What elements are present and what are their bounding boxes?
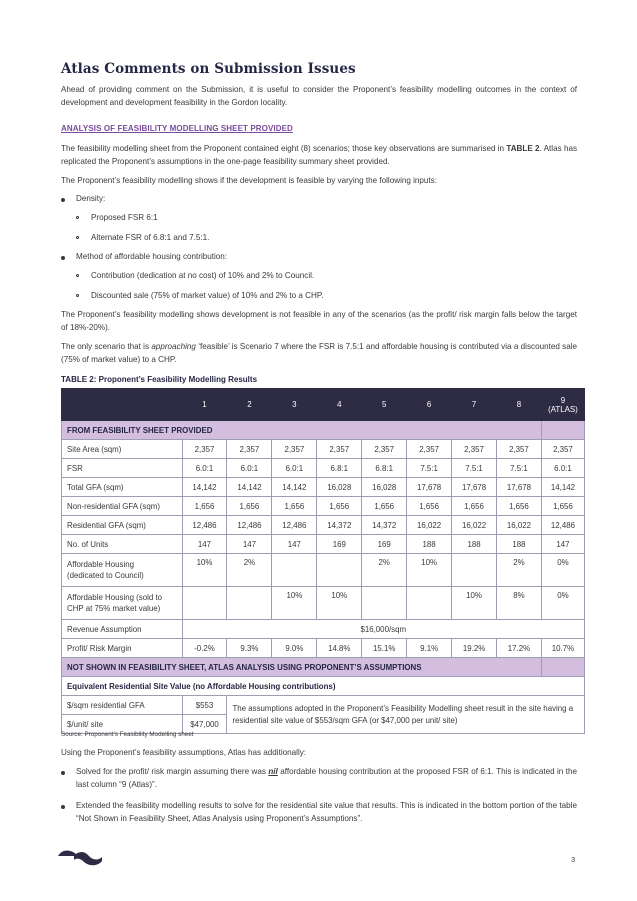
sub-bullet-circle xyxy=(76,236,79,239)
table-cell: 1,656 xyxy=(272,497,317,516)
table-cell: 1,656 xyxy=(227,497,272,516)
row-label: Affordable Housing (sold to CHP at 75% market value) xyxy=(62,587,183,620)
row-label: Non-residential GFA (sqm) xyxy=(62,497,183,516)
table-cell: 2,357 xyxy=(182,440,227,459)
table-cell: 9.3% xyxy=(227,639,272,658)
table-cell xyxy=(407,587,452,620)
table-row-profit xyxy=(62,639,585,658)
table-cell xyxy=(317,554,362,587)
bullet-housing: Method of affordable housing contribution: xyxy=(76,252,228,261)
header-col: 4 xyxy=(317,389,362,421)
table-cell: 1,656 xyxy=(362,497,407,516)
table-cell: 9.0% xyxy=(272,639,317,658)
table-cell: 14,142 xyxy=(182,478,227,497)
table-cell: 7.5:1 xyxy=(407,459,452,478)
table-cell: 0% xyxy=(541,587,584,620)
table-cell: 19.2% xyxy=(452,639,497,658)
bullet-dot xyxy=(61,256,65,260)
row-label: Revenue Assumption xyxy=(62,620,183,639)
paragraph-4: The only scenario that is approaching ‘feasible’ is Scenario 7 where the FSR is 7.5:1 and affordable housing is contributed via a discounted sale (75% of market value) to a CHP. xyxy=(61,342,578,364)
table-cell xyxy=(452,554,497,587)
table-cell: 2,357 xyxy=(452,440,497,459)
bullet-dot xyxy=(61,771,65,775)
subheader-label: Equivalent Residential Site Value (no Affordable Housing contributions) xyxy=(62,677,585,696)
table-cell: 16,022 xyxy=(452,516,497,535)
table-cell xyxy=(182,587,227,620)
table-cell xyxy=(227,587,272,620)
table-cell: 1,656 xyxy=(407,497,452,516)
table-cell: 147 xyxy=(541,535,584,554)
row-label: Site Area (sqm) xyxy=(62,440,183,459)
table-cell: 17,678 xyxy=(497,478,542,497)
table-cell: 6.8:1 xyxy=(317,459,362,478)
subheader-row xyxy=(62,677,585,696)
bullet-density: Density: xyxy=(76,194,106,203)
table-cell: 2,357 xyxy=(407,440,452,459)
table-row xyxy=(62,459,585,478)
table-cell: 16,022 xyxy=(497,516,542,535)
table-cell: 6.0:1 xyxy=(272,459,317,478)
table-cell: 16,028 xyxy=(362,478,407,497)
table-cell: 1,656 xyxy=(541,497,584,516)
sub-bullet-circle xyxy=(76,294,79,297)
table-cell: 7.5:1 xyxy=(497,459,542,478)
sub-bullet-discounted: Discounted sale (75% of market value) of 10% and 2% to a CHP. xyxy=(91,291,324,300)
table-cell: 14,142 xyxy=(227,478,272,497)
table-cell: 2,357 xyxy=(362,440,407,459)
table-cell: $553 xyxy=(182,696,227,715)
table-cell: 147 xyxy=(227,535,272,554)
row-label: Residential GFA (sqm) xyxy=(62,516,183,535)
header-col: 5 xyxy=(362,389,407,421)
atlas-logo xyxy=(58,847,102,869)
table-cell: 2% xyxy=(362,554,407,587)
section-row xyxy=(62,658,585,677)
table-cell: 16,022 xyxy=(407,516,452,535)
section-title: ANALYSIS OF FEASIBILITY MODELLING SHEET PROVIDED xyxy=(61,124,293,133)
section-row xyxy=(62,421,585,440)
table-cell: $47,000 xyxy=(182,715,227,734)
header-col-atlas: 9 (ATLAS) xyxy=(541,389,584,421)
header-col: 8 xyxy=(497,389,542,421)
table-cell: 10% xyxy=(272,587,317,620)
bullet-dot xyxy=(61,805,65,809)
page-heading: Atlas Comments on Submission Issues xyxy=(61,61,356,77)
table-row-ah-chp xyxy=(62,587,585,620)
table-cell: 7.5:1 xyxy=(452,459,497,478)
table-cell: 9.1% xyxy=(407,639,452,658)
row-label: $/unit/ site xyxy=(62,715,183,734)
paragraph-3: The Proponent’s feasibility modelling shows development is not feasible in any of the scenarios (as the profit/ risk margin falls below the target of 18%-20%). xyxy=(61,310,577,332)
row-label: FSR xyxy=(62,459,183,478)
table-cell: 6.0:1 xyxy=(182,459,227,478)
table-cell: 10.7% xyxy=(541,639,584,658)
sub-bullet-contribution: Contribution (dedication at no cost) of 10% and 2% to Council. xyxy=(91,271,315,280)
header-col: 7 xyxy=(452,389,497,421)
table-row-revenue xyxy=(62,620,585,639)
bullet-dot xyxy=(61,198,65,202)
note-cell: The assumptions adopted in the Proponent’s Feasibility Modelling sheet result in the site having a residential site value of $553/sqm GFA (or $47,000 per unit/ site) xyxy=(227,696,585,734)
table-cell: 2% xyxy=(497,554,542,587)
table-cell xyxy=(272,554,317,587)
header-col: 1 xyxy=(182,389,227,421)
table-cell: 1,656 xyxy=(452,497,497,516)
paragraph-2: The Proponent’s feasibility modelling shows if the development is feasible by varying the following inputs: xyxy=(61,176,437,185)
row-label: Total GFA (sqm) xyxy=(62,478,183,497)
table-cell: 6.8:1 xyxy=(362,459,407,478)
header-col: 6 xyxy=(407,389,452,421)
paragraph-1: The feasibility modelling sheet from the Proponent contained eight (8) scenarios; those key observations are summarised in TABLE 2. Atlas has replicated the Proponent’s assumptions in the one-page feasibility summary sheet provided. xyxy=(61,144,577,166)
table-cell: 1,656 xyxy=(317,497,362,516)
header-col: 3 xyxy=(272,389,317,421)
row-label: No. of Units xyxy=(62,535,183,554)
table-cell: 2,357 xyxy=(497,440,542,459)
sub-bullet-fsr-6: Proposed FSR 6:1 xyxy=(91,213,158,222)
table-row-ah-council xyxy=(62,554,585,587)
table-cell: 147 xyxy=(272,535,317,554)
row-label: $/sqm residential GFA xyxy=(62,696,183,715)
table-row xyxy=(62,478,585,497)
table-row xyxy=(62,497,585,516)
revenue-value: $16,000/sqm xyxy=(182,620,584,639)
table-cell: -0.2% xyxy=(182,639,227,658)
table-cell: 0% xyxy=(541,554,584,587)
table-row xyxy=(62,440,585,459)
table-cell: 169 xyxy=(317,535,362,554)
sub-bullet-circle xyxy=(76,216,79,219)
table-cell: 2% xyxy=(227,554,272,587)
table-cell: 14,142 xyxy=(541,478,584,497)
table-cell: 6.0:1 xyxy=(227,459,272,478)
table-cell: 12,486 xyxy=(272,516,317,535)
table-cell: 188 xyxy=(497,535,542,554)
table-cell: 1,656 xyxy=(497,497,542,516)
table-cell xyxy=(362,587,407,620)
section-label: NOT SHOWN IN FEASIBILITY SHEET, ATLAS ANALYSIS USING PROPONENT’S ASSUMPTIONS xyxy=(62,658,542,677)
table-cell: 14.8% xyxy=(317,639,362,658)
header-blank xyxy=(62,389,183,421)
header-col: 2 xyxy=(227,389,272,421)
table-cell: 2,357 xyxy=(272,440,317,459)
table-cell: 14,372 xyxy=(362,516,407,535)
table-row-sqm xyxy=(62,696,585,715)
table-cell: 10% xyxy=(317,587,362,620)
table-row xyxy=(62,516,585,535)
feasibility-table xyxy=(61,388,585,734)
final-bullet-2: Extended the feasibility modelling results to solve for the residential site value that results. This is indicated in the bottom portion of the table “Not Shown in Feasibility Sheet, Atlas Analysis using Proponent’s Assumptions”. xyxy=(76,801,577,823)
sub-bullet-circle xyxy=(76,274,79,277)
sub-bullet-fsr-alt: Alternate FSR of 6.8:1 and 7.5:1. xyxy=(91,233,210,242)
table-cell: 15.1% xyxy=(362,639,407,658)
table-cell: 10% xyxy=(452,587,497,620)
table-cell: 6.0:1 xyxy=(541,459,584,478)
table-source: Source: Proponent’s Feasibility Modelling sheet xyxy=(61,731,194,738)
table-cell: 2,357 xyxy=(541,440,584,459)
table-caption: TABLE 2: Proponent’s Feasibility Modelling Results xyxy=(61,375,258,384)
table-cell: 14,372 xyxy=(317,516,362,535)
table-cell: 10% xyxy=(407,554,452,587)
table-cell: 10% xyxy=(182,554,227,587)
table-cell: 188 xyxy=(452,535,497,554)
table-cell: 8% xyxy=(497,587,542,620)
table-cell: 1,656 xyxy=(182,497,227,516)
table-cell: 147 xyxy=(182,535,227,554)
section-label: FROM FEASIBILITY SHEET PROVIDED xyxy=(62,421,542,440)
table-cell: 2,357 xyxy=(317,440,362,459)
final-bullet-1: Solved for the profit/ risk margin assuming there was nil affordable housing contribution at the proposed FSR of 6:1. This is indicated in the last column “9 (Atlas)”. xyxy=(76,767,577,789)
table-cell: 17.2% xyxy=(497,639,542,658)
table-header-row xyxy=(62,389,585,421)
table-cell: 16,028 xyxy=(317,478,362,497)
intro-paragraph: Ahead of providing comment on the Submission, it is useful to consider the Proponent’s feasibility modelling outcomes in the context of development and development feasibility in the Gordon locality. xyxy=(61,85,577,107)
table-cell: 12,486 xyxy=(541,516,584,535)
table-cell: 169 xyxy=(362,535,407,554)
table-cell: 14,142 xyxy=(272,478,317,497)
table-cell: 17,678 xyxy=(407,478,452,497)
table-cell: 188 xyxy=(407,535,452,554)
table-cell: 17,678 xyxy=(452,478,497,497)
table-cell: 12,486 xyxy=(182,516,227,535)
row-label: Profit/ Risk Margin xyxy=(62,639,183,658)
row-label: Affordable Housing (dedicated to Council) xyxy=(62,554,183,587)
paragraph-5: Using the Proponent’s feasibility assumptions, Atlas has additionally: xyxy=(61,748,307,757)
table-row xyxy=(62,535,585,554)
page-number: 3 xyxy=(571,855,576,864)
table-cell: 2,357 xyxy=(227,440,272,459)
table-cell: 12,486 xyxy=(227,516,272,535)
